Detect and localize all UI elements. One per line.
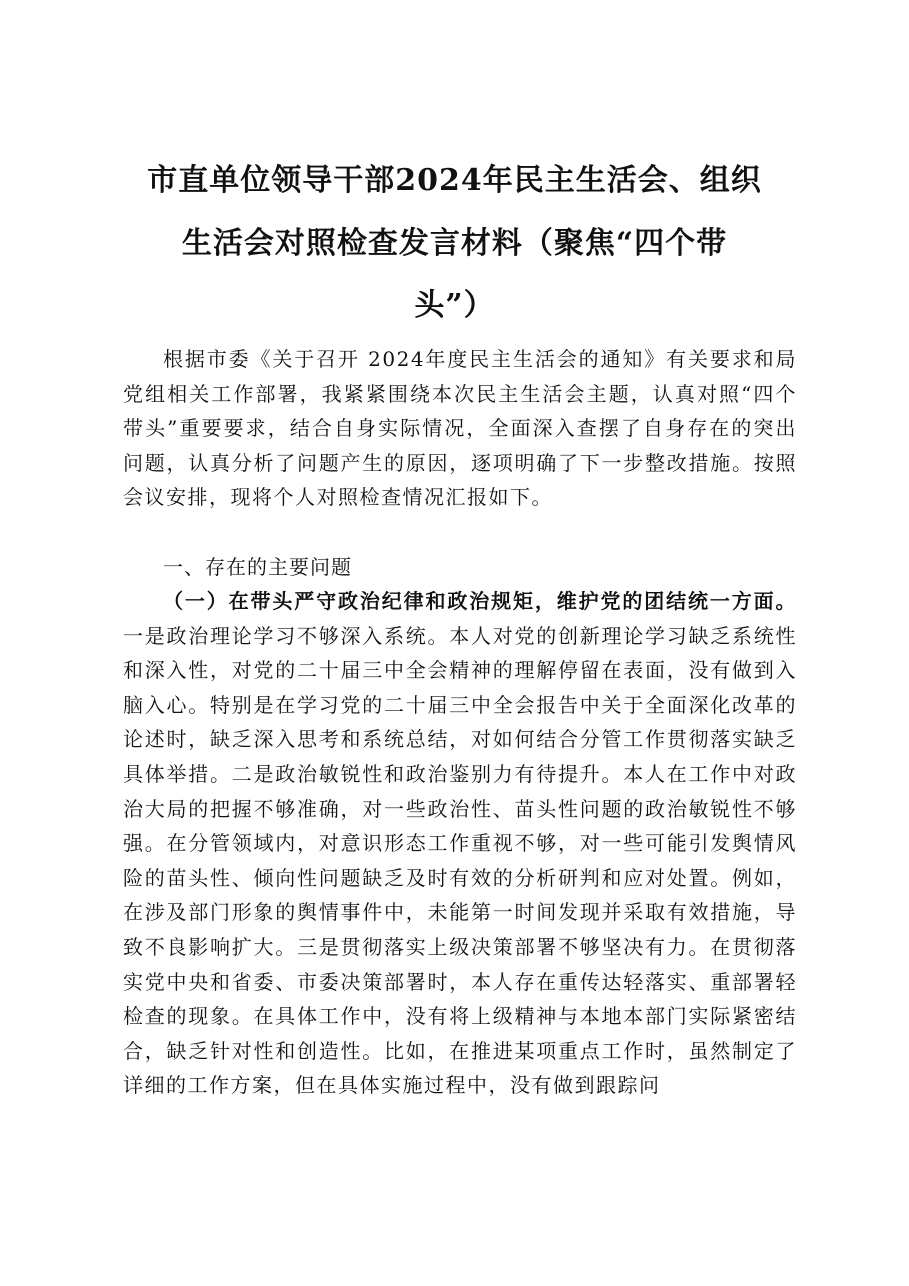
document-title-line-1: 市直单位领导干部2024年民主生活会、组织 xyxy=(147,163,762,198)
section-heading-main-problems: 一、存在的主要问题 xyxy=(163,555,352,579)
document-title-line-3: 头”） xyxy=(414,288,495,323)
subsection-1-heading: （一）在带头严守政治纪律和政治规矩，维护党的团结统一方面。 xyxy=(163,589,797,613)
document-title-line-2: 生活会对照检查发言材料（聚焦“四个带 xyxy=(181,226,728,261)
subsection-1-body: 一是政治理论学习不够深入系统。本人对党的创新理论学习缺乏系统性和深入性，对党的二十届三中全会精神的理解停留在表面，没有做到入脑入心。特别是在学习党的二十届三中全会报告中关于全面深化改革的论述时，缺乏深入思考和系统总结，对如何结合分管工作贯彻落实缺乏具体举措。二是政治敏锐性和政治鉴别力有待提升。本人在工作中对政治大局的把握不够准确，对一些政治性、苗头性问题的政治敏锐性不够强。在分管领域内，对意识形态工作重视不够，对一些可能引发舆情风险的苗头性、倾向性问题缺乏及时有效的分析研判和应对处置。例如，在涉及部门形象的舆情事件中，未能第一时间发现并采取有效措施，导致不良影响扩大。三是贯彻落实上级决策部署不够坚决有力。在贯彻落实党中央和省委、市委决策部署时，本人存在重传达轻落实、重部署轻检查的现象。在具体工作中，没有将上级精神与本地本部门实际紧密结合，缺乏针对性和创造性。比如，在推进某项重点工作时，虽然制定了详细的工作方案，但在具体实施过程中，没有做到跟踪问 xyxy=(123,623,797,1098)
subsection-1-paragraph xyxy=(123,584,797,1103)
intro-paragraph: 根据市委《关于召开 2024年度民主生活会的通知》有关要求和局党组相关工作部署，我紧紧围绕本次民主生活会主题，认真对照“四个带头”重要要求，结合自身实际情况，全面深入查摆了自身存在的突出问题，认真分析了问题产生的原因，逐项明确了下一步整改措施。按照会议安排，现将个人对照检查情况汇报如下。 xyxy=(123,347,797,510)
